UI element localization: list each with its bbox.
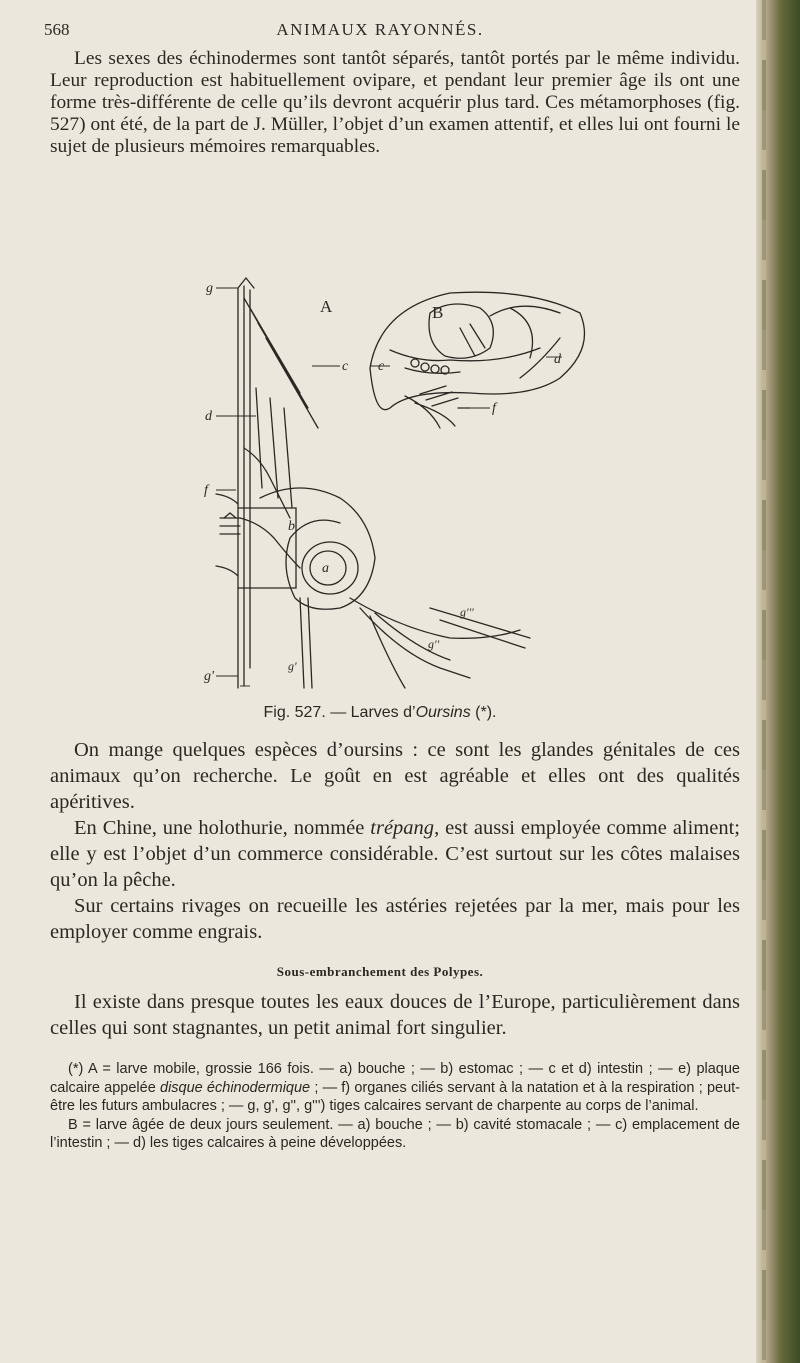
footnote <box>50 1060 740 1153</box>
paragraph-polypes: Il existe dans presque toutes les eaux douces de l’Europe, particulièrement dans celles qui sont stagnantes, un petit animal fort singulier. <box>50 991 740 1039</box>
figure-caption <box>0 704 760 722</box>
figure-urchin-larvae <box>200 268 600 698</box>
figure-label-f-larva-b: f <box>492 401 496 416</box>
figure-label-g1-bottom: g' <box>288 659 297 673</box>
figure-label-g2: g'' <box>428 637 440 651</box>
figure-label-B: B <box>432 303 444 322</box>
figure-label-g: g <box>206 281 213 296</box>
paragraph-trepang <box>50 815 740 893</box>
figure-label-A: A <box>320 297 333 316</box>
caption-suffix: (*). <box>470 704 497 721</box>
trepang-text-after: , est aussi employée comme aliment; elle y est l’objet d’un commerce considérable. C’est surtout sur les côtes malaises qu’on la pêche. <box>50 817 740 891</box>
book-binding-edge <box>756 0 800 1363</box>
caption-prefix: Fig. 527. — Larves d’ <box>263 704 416 721</box>
paragraph-asteries: Sur certains rivages on recueille les astéries rejetées par la mer, mais pour les employer comme engrais. <box>50 895 740 943</box>
figure-label-a: a <box>322 561 329 576</box>
footnote-a-italic: disque échinodermique <box>160 1079 311 1096</box>
caption-italic: Oursins <box>415 704 471 721</box>
figure-label-g3: g''' <box>460 605 474 619</box>
larva-a-drawing <box>216 278 530 688</box>
figure-label-d: d <box>205 409 212 424</box>
figure-label-c-larva-a: c <box>342 359 349 374</box>
paragraph-metamorphoses: Les sexes des échinodermes sont tantôt séparés, tantôt portés par le même individu. Leur reproduction est habituellement ovipare, et pendant leur premier âge ils ont une forme très-différente de celle qu’ils devront acquérir plus tard. Ces métamorphoses (fig. 527) ont été, de la part de J. Müller, l’objet d’un examen attentif, et elles lui ont fourni le sujet de plusieurs mémoires remarquables. <box>50 48 740 157</box>
figure-label-c-larva-b: c <box>378 359 385 374</box>
figure-label-d-larva-b: d <box>554 352 561 367</box>
footnote-a-part2: ; — f) organes ciliés servant à la natation et à la respiration ; peut-être les futurs ambulacres ; — g, g', g'', g''') tiges calcaires servant de charpente au corps de l’animal. <box>50 1079 740 1114</box>
figure-label-b: b <box>288 519 295 534</box>
footnote-larva-b: B = larve âgée de deux jours seulement. — a) bouche ; — b) cavité stomacale ; — c) emplacement de l’intestin ; — d) les tiges calcaires à peine développées. <box>50 1116 740 1151</box>
footnote-larva-a <box>50 1060 740 1116</box>
trepang-text-before: En Chine, une holothurie, nommée <box>74 817 371 839</box>
footnote-a-part1: (*) A = larve mobile, grossie 166 fois. — a) bouche ; — b) estomac ; — c et d) intestin ; — e) plaque calcaire appelée <box>50 1061 740 1096</box>
page-header <box>0 20 760 50</box>
running-title: ANIMAUX RAYONNÉS. <box>276 20 484 39</box>
figure-label-g1: g' <box>204 669 214 684</box>
figure-label-f: f <box>204 483 208 498</box>
section-heading: Sous-embranchement des Polypes. <box>276 964 484 979</box>
paragraph-oursins: On mange quelques espèces d’oursins : ce sont les glandes génitales de ces animaux qu’on recherche. Le goût en est agréable et elles ont des qualités apéritives. <box>50 739 740 813</box>
trepang-italic: trépang <box>370 817 435 839</box>
page-number: 568 <box>44 20 70 39</box>
